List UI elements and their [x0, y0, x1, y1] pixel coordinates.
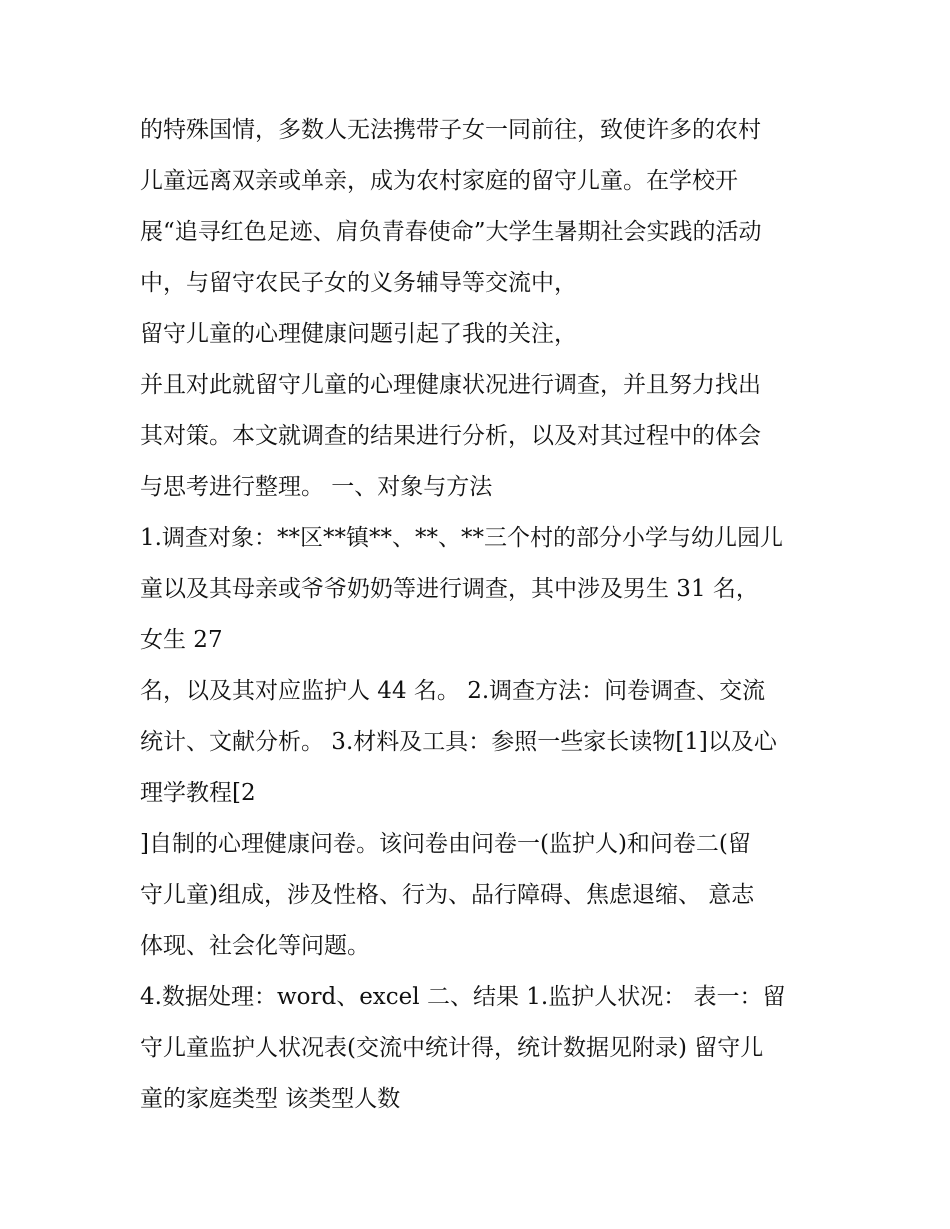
text-line: 儿童远离双亲或单亲，成为农村家庭的留守儿童。在学校开	[140, 168, 738, 194]
text-line: 女生 27	[140, 627, 223, 653]
text-line: 展“追寻红色足迹、肩负青春使命”大学生暑期社会实践的活动	[140, 219, 762, 245]
text-line: 理学教程[2	[140, 780, 256, 806]
text-line: 留守儿童的心理健康问题引起了我的关注，	[140, 321, 577, 347]
body-text	[140, 105, 820, 1125]
text-line: 统计、文献分析。 3.材料及工具：参照一些家长读物[1]以及心	[140, 729, 777, 755]
text-line: 中，与留守农民子女的义务辅导等交流中，	[140, 270, 577, 296]
text-line: 体现、社会化等问题。	[140, 933, 370, 959]
text-line: 守儿童监护人状况表(交流中统计得，统计数据见附录) 留守儿	[140, 1035, 764, 1061]
text-line: 其对策。本文就调查的结果进行分析，以及对其过程中的体会	[140, 423, 761, 449]
text-line: 名，以及其对应监护人 44 名。 2.调查方法：问卷调查、交流	[140, 678, 766, 704]
text-line: ]自制的心理健康问卷。该问卷由问卷一(监护人)和问卷二(留	[140, 831, 751, 857]
text-line: 4.数据处理：word、excel 二、结果 1.监护人状况： 表一：留	[140, 984, 786, 1010]
text-line: 的特殊国情，多数人无法携带子女一同前往，致使许多的农村	[140, 117, 761, 143]
text-line: 1.调查对象：**区**镇**、**、**三个村的部分小学与幼儿园儿	[140, 525, 783, 551]
text-line: 守儿童)组成，涉及性格、行为、品行障碍、焦虑退缩、 意志	[140, 882, 755, 908]
text-line: 童以及其母亲或爷爷奶奶等进行调查，其中涉及男生 31 名，	[140, 576, 759, 602]
text-line: 并且对此就留守儿童的心理健康状况进行调查，并且努力找出	[140, 372, 761, 398]
text-line: 童的家庭类型 该类型人数	[140, 1086, 401, 1112]
text-line: 与思考进行整理。 一、对象与方法	[140, 474, 493, 500]
